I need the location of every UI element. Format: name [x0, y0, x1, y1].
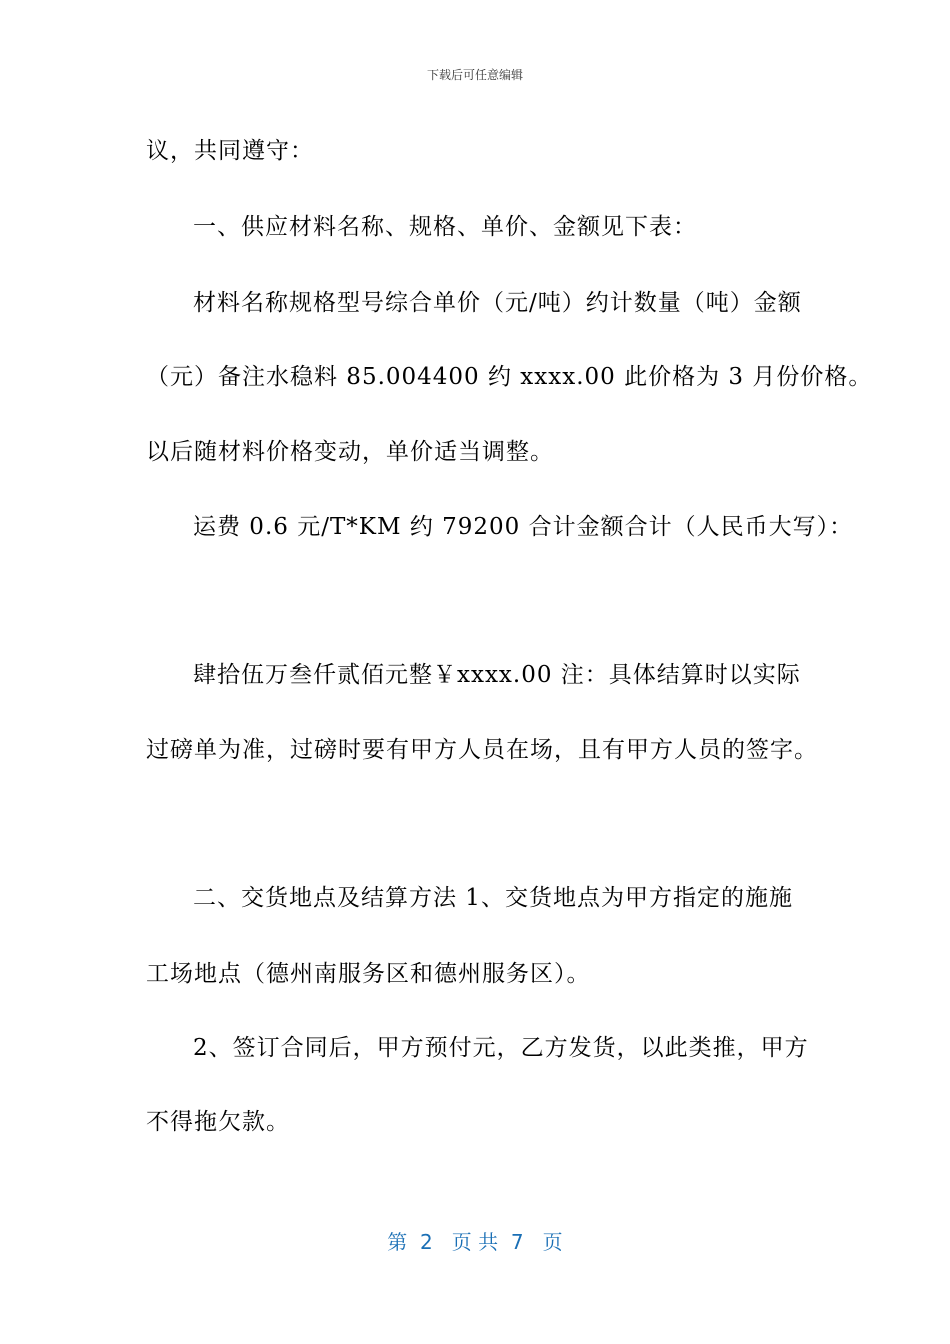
body-line: 二、交货地点及结算方法 1、交货地点为甲方指定的施施	[193, 885, 793, 911]
body-line: 一、供应材料名称、规格、单价、金额见下表：	[193, 214, 697, 240]
body-line: 议，共同遵守：	[146, 138, 314, 164]
page-number-footer: 第 2 页 共 7 页	[387, 1230, 563, 1254]
body-line: 不得拖欠款。	[146, 1109, 290, 1135]
body-line: 运费 0.6 元/T*KM 约 79200 合计金额合计（人民币大写）：	[193, 514, 854, 540]
body-line: （元）备注水稳料 85.004400 约 xxxx.00 此价格为 3 月份价格。	[146, 364, 873, 390]
body-line: 以后随材料价格变动，单价适当调整。	[146, 439, 554, 465]
body-line: 肆拾伍万叁仟贰佰元整￥xxxx.00 注：具体结算时以实际	[193, 662, 801, 688]
body-line: 过磅单为准，过磅时要有甲方人员在场，且有甲方人员的签字。	[146, 737, 818, 763]
body-line: 材料名称规格型号综合单价（元/吨）约计数量（吨）金额	[193, 290, 802, 316]
body-line: 工场地点（德州南服务区和德州服务区）。	[146, 961, 591, 987]
body-line: 2、签订合同后，甲方预付元，乙方发货，以此类推，甲方	[193, 1035, 809, 1061]
page-header: 下载后可任意编辑	[426, 68, 523, 82]
